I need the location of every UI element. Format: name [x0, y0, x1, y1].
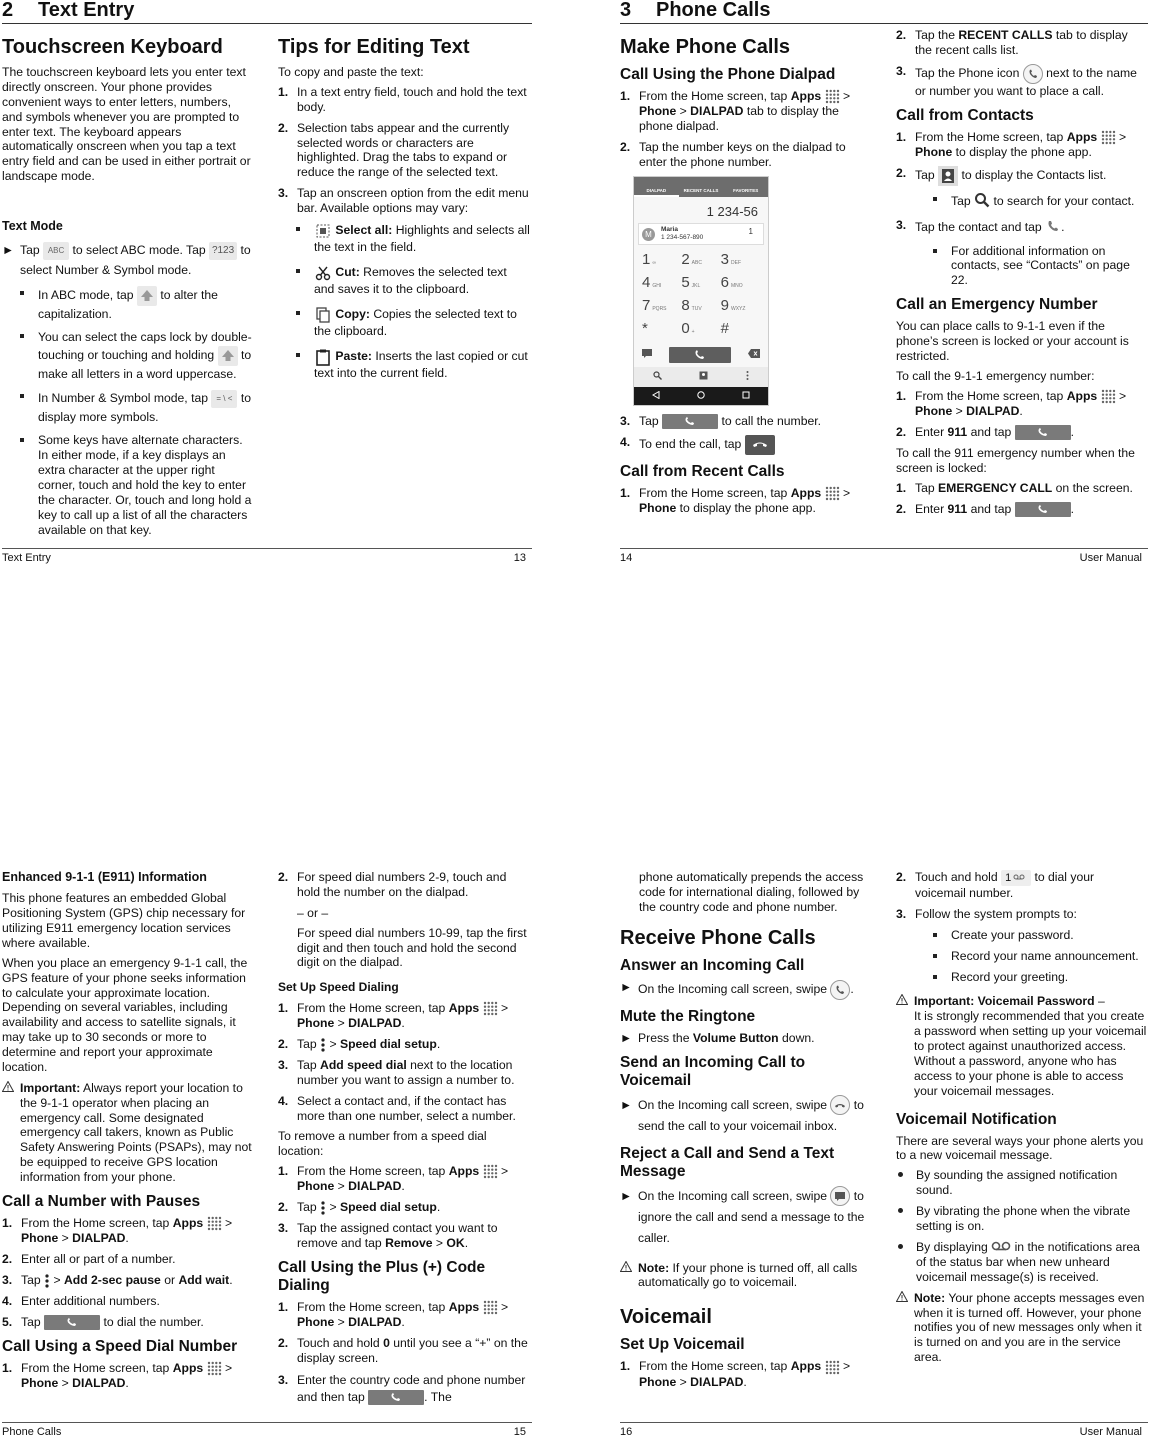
call-button-icon	[1015, 502, 1071, 517]
list-item: 3. Tap to call the number.	[620, 413, 822, 428]
more-options-icon	[320, 1201, 326, 1215]
list-item: Cut: Removes the selected text and saves it to the clipboard.	[296, 264, 530, 297]
section-title: Voicemail	[620, 1306, 712, 1329]
numbered-list	[620, 414, 872, 455]
paragraph: To call the 911 emergency number when the screen is locked:	[896, 446, 1135, 475]
bullet-list	[933, 928, 1148, 985]
voicemail-swipe-icon	[830, 1095, 850, 1115]
list-item: Select all: Highlights and selects all the text in the field.	[296, 222, 530, 255]
bullet-list	[933, 192, 1148, 212]
numbered-list	[896, 870, 1148, 984]
call-button-icon	[44, 1315, 100, 1330]
important-note: Important: Always report your location to the 9-1-1 operator when placing an emergency call. Some designated emergency call takers, known as Public Safety Answering Points (PSAPs), may not be equipped to receive GPS location information from your phone.	[2, 1081, 254, 1185]
list-item: Record your name announcement.	[933, 949, 1148, 964]
abc-key-icon: ABC	[43, 242, 69, 260]
dialpad-toolbar	[634, 367, 768, 387]
apps-icon	[483, 1164, 498, 1179]
apps-icon	[825, 1360, 840, 1375]
voicemail-icon	[991, 1240, 1011, 1255]
list-item: You can select the caps lock by double-touching or touching and holding to make all letters in a word uppercase.	[20, 329, 254, 383]
dialpad-key: 2 ABC	[681, 250, 702, 268]
arrow-step: ► On the Incoming call screen, swipe .	[620, 980, 872, 1000]
subsection-title: Call from Contacts	[896, 106, 1034, 124]
dialpad-key: 1 ∞	[642, 250, 656, 268]
numbered-list	[2, 1216, 254, 1330]
arrow-step: ► On the Incoming call screen, swipe to ignore the call and send a message to the caller.	[620, 1186, 872, 1249]
subsection-title: Call a Number with Pauses	[2, 1192, 201, 1210]
subsection-title: Call Using the Phone Dialpad	[620, 66, 836, 83]
subsection-title: Text Mode	[2, 219, 63, 233]
section-title: Receive Phone Calls	[620, 926, 816, 949]
call-button-icon	[1015, 425, 1071, 440]
list-item: 4. To end the call, tap	[620, 435, 872, 455]
subsection-title: Voicemail Notification	[896, 1110, 1057, 1128]
bullet-list	[20, 286, 254, 537]
paragraph: When you place an emergency 9-1-1 call, the GPS feature of your phone seeks information to calculate your approximate location. Depending on several variables, including availability and access to satellite signals, it may take up to 30 seconds or more to determine and report your approximate location.	[2, 955, 248, 1074]
list-item: 1. Tap EMERGENCY CALL on the screen.	[896, 480, 1133, 495]
tab-dialpad: DIALPAD	[634, 177, 679, 197]
list-item: 2. Selection tabs appear and the currently selected words or characters are highlighted. Drag the tabs to expand or reduce the range of the selected text.	[278, 120, 510, 180]
arrow-step: ► Tap ABC to select ABC mode. Tap ?123 to select Number & Symbol mode.	[2, 243, 251, 278]
list-item: 1. From the Home screen, tap Apps > Phone to display the phone app.	[896, 129, 1127, 159]
dialpad-key: 0 +	[681, 319, 695, 337]
subsection-title: Reject a Call and Send a Text Message	[620, 1144, 835, 1180]
end-call-icon	[745, 435, 775, 455]
numbered-list	[278, 1300, 530, 1406]
message-icon	[642, 347, 652, 362]
dialpad-key: 9 WXYZ	[720, 296, 746, 314]
home-icon	[697, 388, 705, 403]
paragraph: To copy and paste the text:	[278, 65, 424, 79]
subsection-title: Call Using a Speed Dial Number	[2, 1337, 238, 1355]
backspace-icon	[748, 347, 760, 362]
paragraph: There are several ways your phone alerts you to a new voicemail message.	[896, 1133, 1144, 1163]
list-item: 1. From the Home screen, tap Apps > Phone > DIALPAD.	[2, 1215, 233, 1246]
shift-key-icon	[137, 286, 157, 306]
more-options-icon	[746, 369, 749, 384]
dialpad-keys	[642, 249, 760, 340]
list-item: 1. From the Home screen, tap Apps > Phone > DIALPAD.	[2, 1360, 233, 1391]
more-options-icon	[44, 1274, 50, 1288]
section-title: Make Phone Calls	[620, 36, 791, 58]
list-item: By sounding the assigned notification sound.	[898, 1168, 1148, 1198]
list-item: 1. In a text entry field, touch and hold the text body.	[278, 84, 527, 114]
list-item: In Number & Symbol mode, tap = \ < to display more symbols.	[20, 389, 254, 427]
page-footer: 16 User Manual	[620, 1422, 1148, 1436]
page-13	[2, 0, 532, 570]
recents-icon	[742, 388, 750, 403]
column-right	[896, 28, 1148, 523]
list-item: 2. For speed dial numbers 2-9, touch and hold the number on the dialpad.	[278, 870, 507, 899]
apps-icon	[483, 1300, 498, 1315]
list-item: By displaying in the notifications area of the status bar when new unheard voicemail message(s) is received.	[898, 1240, 1148, 1285]
contact-suggestion: M Maria 1 234-567-890 1	[638, 223, 764, 245]
subsection-title: Call Using the Plus (+) Code Dialing	[278, 1258, 486, 1294]
list-item: 2. Enter 911 and tap .	[896, 501, 1075, 516]
phone-icon	[1023, 64, 1043, 84]
paragraph: phone automatically prepends the access code for international dialing, followed by the country code and phone number.	[639, 870, 864, 914]
bullet-list	[296, 222, 530, 381]
tab-favorites: FAVORITES	[733, 187, 759, 193]
apps-icon	[207, 1361, 222, 1376]
tab-recent-calls: RECENT CALLS	[683, 187, 719, 193]
phone-icon	[1045, 218, 1061, 238]
numbered-list	[278, 85, 530, 216]
voicemail-key-icon: 1	[1001, 870, 1031, 886]
contacts-icon	[699, 369, 708, 384]
apps-icon	[483, 1001, 498, 1016]
list-item: 4. Enter additional numbers.	[2, 1293, 160, 1308]
list-item: 3. Follow the system prompts to: Create your password. Record your name announcement. Record your greeting.	[896, 907, 1148, 985]
list-item: In ABC mode, tap to alter the capitalization.	[20, 286, 254, 323]
navigation-bar	[634, 387, 768, 405]
chapter-heading: 3 Phone Calls	[620, 0, 1148, 24]
important-note: Important: Voicemail Password – It is strongly recommended that you create a password when setting up your voicemail to protect against unauthorized access. Without a password, anyone who has access to your phone is able to access your voicemail messages.	[896, 994, 1148, 1098]
list-item: By vibrating the phone when the vibrate setting is on.	[898, 1204, 1148, 1234]
list-item: 3. Tap an onscreen option from the edit menu bar. Available options may vary:	[278, 186, 529, 215]
answer-call-icon	[830, 980, 850, 1000]
subsection-title: Set Up Voicemail	[620, 1336, 745, 1354]
search-icon	[974, 192, 990, 212]
paragraph: The touchscreen keyboard lets you enter text directly onscreen. Your phone provides convenient ways to enter letters, numbers, and symbols whenever you are prompted to enter text. The keyboard appears automatically onscreen when you tap a text entry field and can be used in either portrait or landscape mode.	[2, 65, 251, 184]
subsection-title: Call an Emergency Number	[896, 296, 1098, 314]
list-item: 2. Tap to display the Contacts list. Tap to search for your contact.	[896, 166, 1148, 212]
list-item: 3. Tap the assigned contact you want to remove and tap Remove > OK.	[278, 1221, 498, 1251]
list-item: Paste: Inserts the last copied or cut text into the current field.	[296, 348, 530, 381]
list-item: 1. From the Home screen, tap Apps > Phone > DIALPAD.	[278, 1164, 509, 1194]
paragraph: To call the 9-1-1 emergency number:	[896, 368, 1095, 383]
apps-icon	[825, 486, 840, 501]
list-item: Copy: Copies the selected text to the clipboard.	[296, 306, 530, 339]
subsection-title: Call from Recent Calls	[620, 463, 785, 481]
dialpad-key: 5 JKL	[681, 273, 701, 291]
list-item: 2. Touch and hold 1 to dial your voicemail number.	[896, 870, 1095, 900]
paragraph: To remove a number from a speed dial location:	[278, 1129, 487, 1159]
dialpad-screenshot	[633, 176, 769, 406]
list-item: 1. From the Home screen, tap Apps > Phone > DIALPAD.	[278, 1299, 509, 1330]
select-all-icon	[314, 222, 332, 240]
list-item: Some keys have alternate characters. In either mode, if a key displays an extra character at the upper right corner, touch and hold the key to enter the character. Or, touch and long hold a key to call up a list of all the characters available on that key.	[20, 433, 254, 537]
column-left	[620, 36, 872, 522]
numbered-list	[896, 389, 1148, 440]
page-16	[620, 866, 1148, 1436]
shift-key-icon	[218, 346, 238, 366]
more-options-icon	[320, 1038, 326, 1052]
paragraph: For speed dial numbers 10-99, tap the first digit and then touch and hold the second digit on the dialpad.	[297, 925, 527, 970]
apps-icon	[825, 89, 840, 104]
paragraph: You can place calls to 9-1-1 even if the phone’s screen is locked or your account is restricted.	[896, 319, 1129, 363]
column-left	[620, 870, 872, 1395]
section-title: Touchscreen Keyboard	[2, 36, 223, 58]
list-item: 2. Touch and hold 0 until you see a “+” on the display screen.	[278, 1336, 528, 1365]
numbered-list	[896, 130, 1148, 289]
numbered-list	[620, 89, 872, 170]
dialpad-key: #	[720, 319, 729, 337]
dialpad-key: 7 PQRS	[642, 296, 667, 314]
list-item: 2. Enter all or part of a number.	[2, 1252, 176, 1267]
bullet-list	[933, 244, 1148, 289]
subsection-title: Set Up Speed Dialing	[278, 980, 399, 995]
paragraph: – or –	[297, 905, 329, 920]
list-item: Record your greeting.	[933, 970, 1148, 985]
column-right	[278, 870, 530, 1412]
list-item: 5. Tap to dial the number.	[2, 1314, 204, 1329]
list-item: 1. From the Home screen, tap Apps > Phone > DIALPAD.	[896, 388, 1127, 418]
list-item: 3. Enter the country code and phone number and then tap . The	[278, 1372, 526, 1404]
numbered-list	[896, 28, 1148, 99]
number-key-icon: ?123	[209, 242, 237, 260]
scissors-icon	[314, 264, 332, 282]
list-item: 1. From the Home screen, tap Apps > Phone to display the phone app.	[620, 486, 851, 516]
list-item: 1. From the Home screen, tap Apps > Phone > DIALPAD.	[620, 1359, 851, 1389]
message-icon	[830, 1186, 850, 1206]
subsection-title: Send an Incoming Call to Voicemail	[620, 1053, 806, 1089]
note: Note: If your phone is turned off, all calls automatically go to voicemail.	[620, 1261, 872, 1291]
list-item: 2. Enter 911 and tap .	[896, 424, 1075, 439]
numbered-list	[278, 870, 530, 900]
apps-icon	[1101, 389, 1116, 404]
call-button	[669, 347, 731, 363]
dialpad-tabs	[634, 177, 768, 197]
call-button-icon	[368, 1390, 424, 1405]
warning-icon	[620, 1261, 632, 1272]
subsection-title: Mute the Ringtone	[620, 1007, 756, 1025]
numbered-list	[620, 486, 872, 516]
apps-icon	[1101, 130, 1116, 145]
list-item: Tap to search for your contact.	[933, 192, 1148, 212]
list-item: 2. Tap the RECENT CALLS tab to display the recent calls list.	[896, 28, 1128, 57]
numbered-list	[278, 1001, 530, 1124]
apps-icon	[207, 1216, 222, 1231]
subsection-title: Answer an Incoming Call	[620, 956, 805, 974]
back-icon	[652, 388, 660, 403]
bullet-list	[898, 1168, 1148, 1284]
page-footer: Text Entry 13	[2, 548, 532, 565]
list-item: 2. Tap > Speed dial setup.	[278, 1037, 441, 1052]
warning-icon	[896, 1291, 908, 1302]
dialed-number: 1 234-56	[706, 203, 758, 219]
section-title: Tips for Editing Text	[278, 36, 470, 58]
column-left	[2, 870, 254, 1397]
column-right	[896, 870, 1148, 1371]
paste-icon	[314, 348, 332, 366]
numbered-list	[620, 1359, 872, 1389]
list-item: 3. Tap Add speed dial next to the location number you want to assign a number to.	[278, 1057, 515, 1087]
page-footer: 14 User Manual	[620, 548, 1148, 565]
arrow-step: ► On the Incoming call screen, swipe to send the call to your voicemail inbox.	[620, 1095, 872, 1137]
copy-icon	[314, 306, 332, 324]
subsection-title: Enhanced 9-1-1 (E911) Information	[2, 870, 207, 884]
arrow-step: ► Press the Volume Button down.	[620, 1030, 815, 1045]
page-footer: Phone Calls 15	[2, 1422, 532, 1436]
dialpad-key: 6 MNO	[720, 273, 743, 291]
symbol-key-icon: = \ <	[211, 390, 237, 408]
dialpad-key: 3 DEF	[720, 250, 741, 268]
column-right	[278, 36, 530, 386]
search-icon	[653, 369, 662, 384]
contacts-icon	[938, 166, 958, 186]
numbered-list	[896, 481, 1148, 517]
warning-icon	[896, 994, 908, 1005]
list-item: 3. Tap the Phone icon next to the name or number you want to place a call.	[896, 63, 1137, 98]
page-14	[620, 0, 1148, 570]
list-item: 3. Tap the contact and tap . For additional information on contacts, see “Contacts” on page 22.	[896, 218, 1148, 289]
list-item: For additional information on contacts, see “Contacts” on page 22.	[933, 244, 1148, 289]
dialpad-key: 4 GHI	[642, 273, 662, 291]
list-item: 2. Tap the number keys on the dialpad to enter the phone number.	[620, 140, 846, 169]
numbered-list	[2, 1361, 254, 1391]
avatar: M	[642, 228, 655, 241]
column-left	[2, 36, 254, 543]
numbered-list	[278, 1164, 530, 1251]
paragraph: This phone features an embedded Global Positioning System (GPS) chip necessary for utilizing E911 emergency location services where available.	[2, 891, 246, 950]
warning-icon	[2, 1081, 14, 1092]
list-item: 1. From the Home screen, tap Apps > Phone > DIALPAD.	[278, 1000, 509, 1031]
note: Note: Your phone accepts messages even when it is turned off. However, your phone notifies you of new messages only when it is turned on and you are in the service area.	[896, 1291, 1148, 1365]
dialpad-key: 8 TUV	[681, 296, 702, 314]
list-item: 3. Tap > Add 2-sec pause or Add wait.	[2, 1272, 233, 1287]
page-15	[2, 866, 532, 1436]
dialpad-key: *	[642, 319, 648, 337]
list-item: 4. Select a contact and, if the contact has more than one number, select a number.	[278, 1093, 516, 1123]
dialpad-actions	[634, 345, 768, 365]
call-button-icon	[662, 414, 718, 429]
chapter-heading: 2 Text Entry	[2, 0, 532, 24]
list-item: 1. From the Home screen, tap Apps > Phone > DIALPAD tab to display the phone dialpad.	[620, 89, 851, 134]
list-item: Create your password.	[933, 928, 1148, 943]
list-item: 2. Tap > Speed dial setup.	[278, 1200, 441, 1215]
